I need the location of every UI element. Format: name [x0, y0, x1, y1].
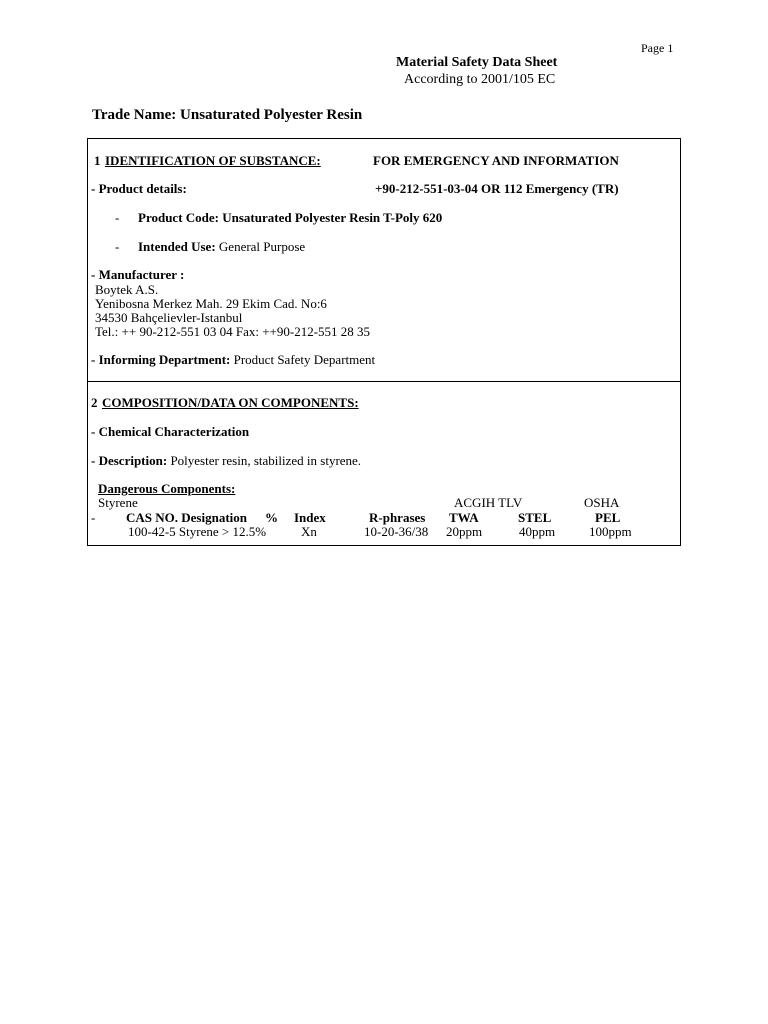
informing-value: Product Safety Department: [233, 352, 376, 367]
trade-name: Trade Name: Unsaturated Polyester Resin: [92, 107, 363, 123]
section2-number: 2: [91, 395, 98, 410]
col-pel: PEL: [595, 510, 621, 525]
intended-use-label: Intended Use:: [138, 239, 216, 254]
page-number: Page 1: [641, 41, 674, 55]
section1-heading: IDENTIFICATION OF SUBSTANCE:: [105, 153, 321, 168]
cell-index: Xn: [301, 524, 317, 539]
section2-heading: COMPOSITION/DATA ON COMPONENTS:: [102, 395, 359, 410]
cell-twa: 20ppm: [446, 524, 483, 539]
cell-pel: 100ppm: [589, 524, 632, 539]
document-title: Material Safety Data Sheet: [396, 55, 558, 70]
col-index: Index: [294, 510, 326, 525]
bullet-dash: -: [115, 210, 120, 225]
row-dash: -: [91, 510, 96, 525]
description: [91, 453, 361, 469]
cell-stel: 40ppm: [519, 524, 556, 539]
emergency-phone: +90-212-551-03-04 OR 112 Emergency (TR): [375, 181, 619, 196]
bullet-dash: -: [115, 239, 120, 254]
col-r-phrases: R-phrases: [369, 510, 426, 525]
product-details-label: - Product details:: [91, 181, 187, 196]
manufacturer-line: Yenibosna Merkez Mah. 29 Ekim Cad. No:6: [95, 296, 327, 311]
intended-use: [138, 239, 305, 255]
manufacturer-line: Tel.: ++ 90-212-551 03 04 Fax: ++90-212-551 28 35: [95, 324, 371, 339]
intended-use-value: General Purpose: [218, 239, 306, 254]
informing-label: - Informing Department:: [91, 352, 231, 367]
manufacturer-line: Boytek A.S.: [95, 282, 159, 297]
product-code: Product Code: Unsaturated Polyester Resin T-Poly 620: [138, 210, 443, 225]
manufacturer-label: - Manufacturer :: [91, 267, 185, 282]
component-name: Styrene: [98, 495, 138, 510]
acgih-label: ACGIH TLV: [454, 495, 523, 510]
col-twa: TWA: [449, 510, 479, 525]
col-percent: %: [265, 510, 278, 525]
osha-label: OSHA: [584, 495, 620, 510]
section1-number: 1: [94, 153, 101, 168]
document-subtitle: According to 2001/105 EC: [404, 72, 556, 87]
emergency-heading: FOR EMERGENCY AND INFORMATION: [373, 153, 619, 168]
dangerous-components-heading: Dangerous Components:: [98, 481, 236, 496]
description-label: - Description:: [91, 453, 168, 468]
manufacturer-line: 34530 Bahçelievler-Istanbul: [95, 310, 243, 325]
description-value: Polyester resin, stabilized in styrene.: [170, 453, 362, 468]
col-cas-designation: CAS NO. Designation: [126, 510, 247, 525]
informing-department: [91, 352, 375, 368]
col-stel: STEL: [518, 510, 552, 525]
cell-cas-designation: 100-42-5 Styrene > 12.5%: [128, 524, 267, 539]
chemical-characterization: - Chemical Characterization: [91, 424, 250, 439]
cell-r-phrases: 10-20-36/38: [364, 524, 429, 539]
section-identification: [87, 138, 681, 382]
